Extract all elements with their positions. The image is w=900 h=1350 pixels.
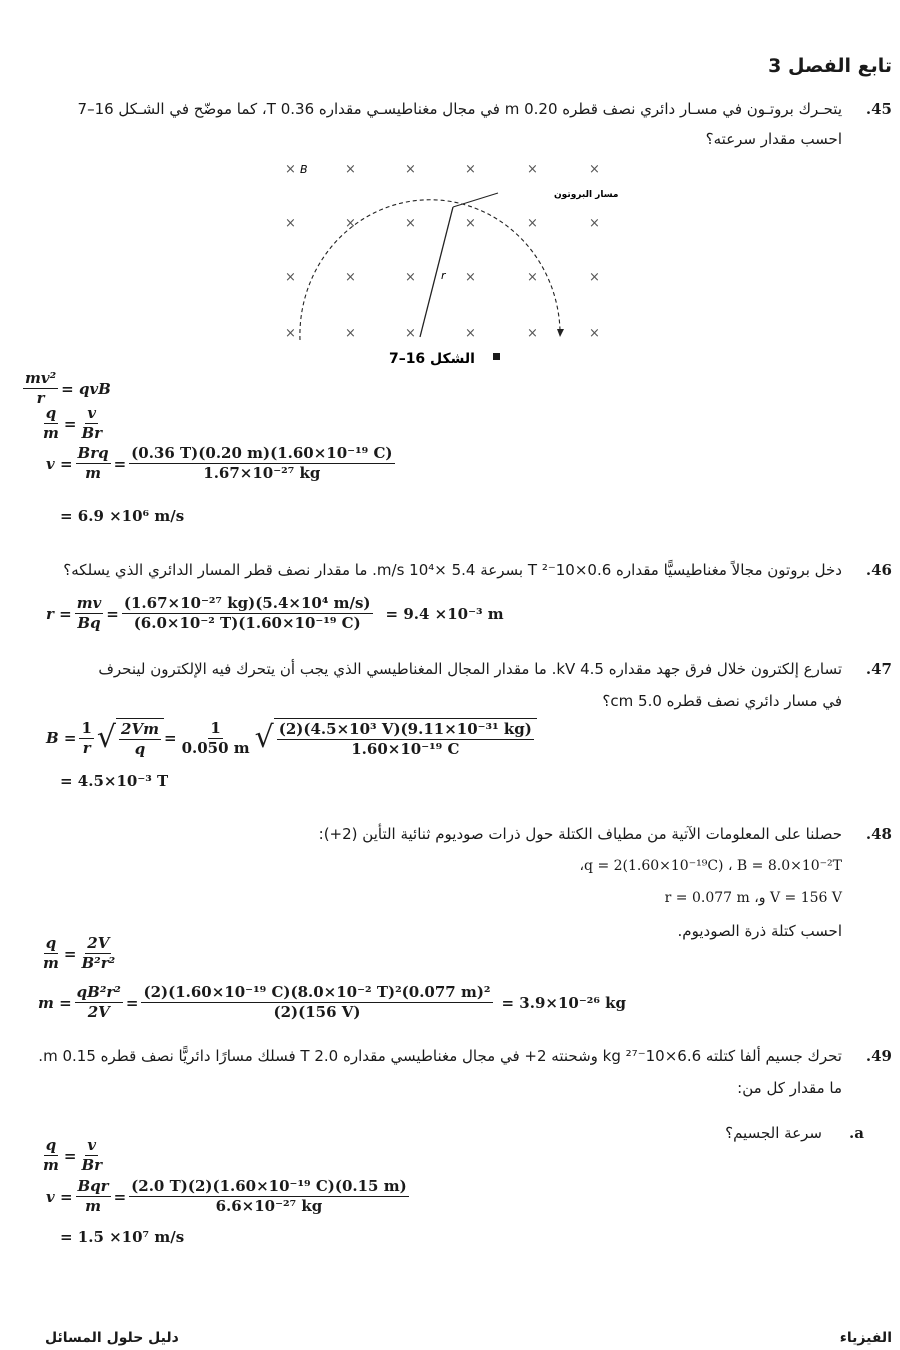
question-45-text-line2: احسب مقدار سرعته؟ [705, 130, 842, 148]
field-cross-icon: × [345, 162, 356, 177]
field-cross-icon: × [405, 270, 416, 285]
question-number-47: .47 [865, 660, 892, 678]
eq-den: m [43, 1156, 59, 1174]
field-cross-icon: × [589, 326, 600, 341]
field-cross-icon: × [285, 270, 296, 285]
field-cross-icon: × [527, 162, 538, 177]
eq-lhs: v = [46, 454, 73, 473]
question-49-text-line1: تحرك جسيم ألفا كتلته 6.6×10⁻²⁷ kg وشحنته 2+ في مجال مغناطيسي مقداره 2.0 T فسلك مسارًا دائريًّا نصف قطره 0.15 m. [38, 1047, 842, 1065]
field-cross-icon: × [405, 326, 416, 341]
eq-num: qB²r² [76, 983, 121, 1001]
proton-path-label: مسار البروتون [554, 190, 619, 200]
eq-num: 1 [210, 718, 221, 737]
sqrt-icon: √ $\frac{2Vm}{q}$ [97, 718, 164, 758]
question-number-45: .45 [865, 100, 892, 118]
question-48-given1: q = 2(1.60×10⁻¹⁹C) ، B = 8.0×10⁻²T، [579, 858, 842, 874]
eq-num: 2V [87, 934, 110, 952]
radius-line [420, 207, 453, 337]
q45-result: = 6.9 ×10⁶ m/s [60, 507, 185, 525]
field-cross-icon: × [345, 326, 356, 341]
eq-den: m [85, 464, 101, 482]
field-cross-icon: × [405, 162, 416, 177]
eq-result: = 3.9×10⁻²⁶ kg [501, 993, 626, 1012]
eq-lhs: r = [46, 604, 72, 623]
eq-num: 1 [81, 718, 92, 737]
q46-eq: r = $\frac{mv}{Bq}$ = $\frac{\text{(1.67×10⁻²⁷ kg)(5.4×10⁴ m/s)}}{\text{(6.0×10⁻² T)(1.60×10⁻¹⁹ C)}}$ = 9.4 ×10⁻³ m [46, 594, 504, 632]
eq-den: r [82, 738, 91, 757]
q47-eq: B = $\frac{1}{r}$ √ $\frac{2Vm}{q}$ = $\frac{1}{0.050 m}$ √ $\frac{\text{(2)(4.5×10³ V)(9.11×10⁻³¹ kg)}}{\text{1.60×10⁻¹⁹ C}}$ [46, 718, 537, 758]
figure-caption: الشكل 16–7 [388, 351, 475, 367]
question-48-text-line2: احسب كتلة ذرة الصوديوم. [677, 922, 842, 940]
path-arrow-icon [557, 329, 564, 337]
eq-den: m [43, 954, 59, 972]
question-45-text-line1: يتحـرك بروتـون في مسـار دائري نصف قطره 0.20 m في مجال مغناطيسـي مقداره 0.36 T، كما موضّح في الشـكل 16–7 [77, 100, 842, 118]
question-46-text: دخل بروتون مجالاً مغناطيسيًّا مقداره 0.6×10⁻² T بسرعة 5.4 ×10⁴ m/s. ما مقدار نصف قطر المسار الدائري الذي يسلكه؟ [63, 561, 842, 579]
eq-den: Br [81, 1156, 103, 1174]
eq-den: (2)(156 V) [273, 1003, 361, 1021]
q45-eq2: $\frac{q}{m}$ = $\frac{v}{Br}$ [43, 404, 103, 442]
eq-den: (6.0×10⁻² T)(1.60×10⁻¹⁹ C) [133, 614, 361, 632]
eq-num: q [45, 404, 57, 422]
part-a-label: .a [849, 1124, 864, 1142]
q49-eq2: v = $\frac{\text{Bqr}}{m}$ = $\frac{\text{(2.0 T)(2)(1.60×10⁻¹⁹ C)(0.15 m)}}{\text{6.6×10⁻²⁷ kg}}$ [46, 1177, 407, 1215]
q49-result: = 1.5 ×10⁷ m/s [60, 1228, 185, 1246]
eq-num: (1.67×10⁻²⁷ kg)(5.4×10⁴ m/s) [123, 594, 371, 612]
field-cross-icon: × [285, 216, 296, 231]
eq-num: mv² [25, 369, 57, 387]
q47-result: = 4.5×10⁻³ T [60, 772, 169, 790]
eq-lhs: B = [46, 729, 77, 747]
eq-den: r [36, 389, 45, 407]
field-cross-icon: × [465, 162, 476, 177]
eq-num: q [45, 1136, 57, 1154]
field-cross-icon: × [465, 326, 476, 341]
footer-subject: الفيزياء [839, 1330, 892, 1346]
eq-den: 0.050 m [181, 738, 250, 757]
eq-den: m [85, 1197, 101, 1215]
proton-path [300, 200, 560, 340]
question-47-text-line2: في مسار دائري نصف قطره 5.0 cm؟ [602, 692, 842, 710]
figure-16-7 [270, 155, 630, 370]
field-cross-icon: × [527, 270, 538, 285]
eq-num: (2)(1.60×10⁻¹⁹ C)(8.0×10⁻² T)²(0.077 m)² [143, 983, 491, 1001]
eq-num: (0.36 T)(0.20 m)(1.60×10⁻¹⁹ C) [131, 444, 393, 462]
field-cross-icon: × [465, 216, 476, 231]
question-number-46: .46 [865, 561, 892, 579]
question-48-given2: V = 156 V و، r = 0.077 m [664, 890, 842, 906]
question-47-text-line1: تسارع إلكترون خلال فرق جهد مقداره 4.5 kV. ما مقدار المجال المغناطيسي الذي يجب أن يتحرك فيه الإلكترون لينحرف [98, 660, 842, 678]
eq-num: Bqr [77, 1177, 109, 1195]
eq-den: m [43, 424, 59, 442]
eq-num: 2Vm [121, 720, 159, 738]
part-a-text: سرعة الجسيم؟ [725, 1124, 822, 1142]
field-cross-icon: × [589, 216, 600, 231]
field-cross-icon: × [527, 326, 538, 341]
eq-num: Brq [77, 444, 109, 462]
eq-lhs: v = [46, 1187, 73, 1206]
eq-num: (2)(4.5×10³ V)(9.11×10⁻³¹ kg) [278, 720, 532, 738]
q49-eq1: $\frac{q}{m}$ = $\frac{v}{Br}$ [43, 1136, 103, 1174]
b-field-label: B [300, 163, 308, 176]
chapter-title: تابع الفصل 3 [768, 55, 892, 77]
radius-label: r [441, 269, 446, 282]
eq-result: = 9.4 ×10⁻³ m [385, 604, 504, 623]
field-cross-icon: × [589, 162, 600, 177]
eq-num: mv [76, 594, 102, 612]
field-cross-icon: × [405, 216, 416, 231]
question-number-48: .48 [865, 825, 892, 843]
eq-num: v [87, 404, 97, 422]
question-49-text-line2: ما مقدار كل من: [737, 1079, 842, 1097]
field-cross-icon: × [345, 216, 356, 231]
eq-den: 2V [87, 1003, 110, 1021]
eq-den: Br [81, 424, 103, 442]
eq-num: q [45, 934, 57, 952]
eq-den: Bq [77, 614, 101, 632]
sqrt-icon: √ $\frac{\text{(2)(4.5×10³ V)(9.11×10⁻³¹ kg)}}{\text{1.60×10⁻¹⁹ C}}$ [255, 718, 537, 758]
field-cross-icon: × [285, 326, 296, 341]
eq-num: (2.0 T)(2)(1.60×10⁻¹⁹ C)(0.15 m) [131, 1177, 407, 1195]
eq-den: 6.6×10⁻²⁷ kg [215, 1197, 323, 1215]
q45-eq1 [20, 370, 111, 407]
eq-den: 1.60×10⁻¹⁹ C [351, 740, 460, 758]
question-number-49: .49 [865, 1047, 892, 1065]
field-cross-icon: × [527, 216, 538, 231]
eq-den: B²r² [81, 954, 116, 972]
caption-bullet-icon [493, 353, 500, 360]
field-cross-icon: × [589, 270, 600, 285]
field-cross-icon: × [465, 270, 476, 285]
q48-eq2: m = $\frac{\text{qB²r²}}{2V}$ = $\frac{\text{(2)(1.60×10⁻¹⁹ C)(8.0×10⁻² T)²(0.077 m)²}}{(2)(156 V)}$ = 3.9×10⁻²⁶ kg [38, 983, 626, 1021]
eq-num: v [87, 1136, 97, 1154]
eq-den: 1.67×10⁻²⁷ kg [203, 464, 321, 482]
footer-guide: دليل حلول المسائل [45, 1330, 179, 1346]
path-label-leader [453, 193, 498, 207]
eq-lhs: m = [38, 993, 72, 1012]
field-cross-icon: × [345, 270, 356, 285]
question-48-text-line1: حصلنا على المعلومات الآتية من مطياف الكتلة حول ذرات صوديوم ثنائية التأين (2+): [318, 825, 842, 843]
eq-rhs: = qvB [61, 379, 111, 398]
q45-eq3: v = $\frac{\text{Brq}}{m}$ = $\frac{\text{(0.36 T)(0.20 m)(1.60×10⁻¹⁹ C)}}{\text{1.67×10⁻²⁷ kg}}$ [46, 444, 393, 482]
eq-den: q [134, 740, 146, 758]
field-cross-icon: × [285, 162, 296, 177]
q48-eq1: $\frac{q}{m}$ = $\frac{2V}{\text{B²r²}}$ [43, 934, 116, 972]
